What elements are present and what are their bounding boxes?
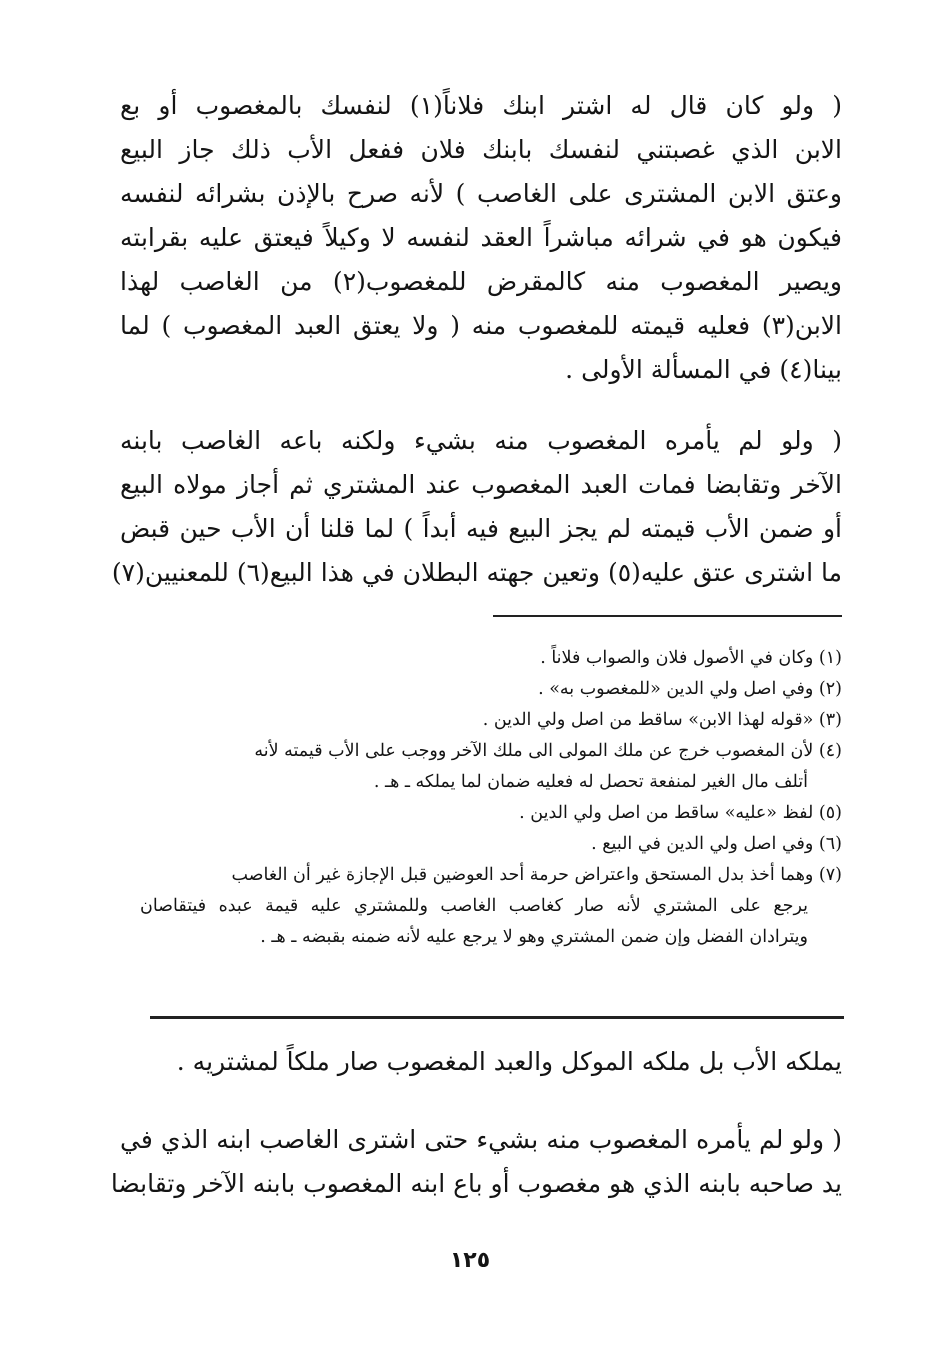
text-line: وعتق الابن المشترى على الغاصب ) لأنه صرح بالإذن بشرائه لنفسه	[120, 179, 842, 208]
section-divider	[150, 1016, 844, 1019]
paragraph-4	[110, 1118, 842, 1206]
text-line: ما اشترى عتق عليه(٥) وتعين جهته البطلان في هذا البيع(٦) للمعنيين(٧)	[111, 558, 842, 587]
footnote-4: (٤) لأن المغصوب خرج عن ملك المولى الى ملك الآخر ووجب على الأب قيمته لأنه	[254, 741, 842, 761]
text-line: الابن(٣) فعليه قيمته للمغصوب منه ( ولا يعتق العبد المغصوب ) لما	[120, 311, 842, 340]
footnote-4-continuation: أتلف مال الغير لمنفعة تحصل له فعليه ضمان لما يملكه ـ هـ .	[373, 772, 808, 792]
paragraph-2	[111, 419, 842, 595]
footnote-separator	[493, 615, 842, 617]
text-line: يملكه الأب بل ملكه الموكل والعبد المغصوب صار ملكاً لمشتريه .	[176, 1047, 842, 1076]
footnote-3: (٣) «قوله لهذا الابن» ساقط من اصل ولي الدين .	[482, 710, 842, 730]
footnote-7-continuation: ويترادان الفضل وإن ضمن المشتري وهو لا يرجع عليه لأنه ضمنه بقبضه ـ هـ .	[260, 927, 808, 947]
footnote-7: (٧) وهما أخذ بدل المستحق واعتراض حرمة أحد العوضين قبل الإجازة غير أن الغاصب	[231, 865, 842, 885]
text-line: أو ضمن الأب قيمته لم يجز البيع فيه أبداً ) لما قلنا أن الأب حين قبض	[120, 514, 842, 543]
page-number: ١٢٥	[449, 1248, 491, 1273]
text-line: ويصير المغصوب منه كالمقرض للمغصوب(٢) من الغاصب لهذا	[120, 267, 842, 296]
text-line: ( ولو لم يأمره المغصوب منه بشيء حتى اشترى الغاصب ابنه الذي في	[120, 1125, 842, 1154]
footnote-5: (٥) لفظ «عليه» ساقط من اصل ولي الدين .	[519, 803, 842, 823]
text-line: بينا(٤) في المسألة الأولى .	[565, 355, 842, 384]
text-line: ( ولو كان قال له اشتر ابنك فلاناً(١) لنفسك بالمغصوب أو بع	[120, 91, 842, 120]
paragraph-1	[120, 84, 842, 392]
footnotes	[140, 643, 842, 953]
footnote-6: (٦) وفي اصل ولي الدين في البيع .	[591, 834, 842, 854]
footnote-2: (٢) وفي اصل ولي الدين «للمغصوب به» .	[538, 679, 842, 699]
footnote-7-continuation: يرجع على المشتري لأنه صار كغاصب الغاصب وللمشتري عليه قيمة عبده فيتقاصان	[140, 896, 808, 916]
text-line: يد صاحبه بابنه الذي هو مغصوب أو باع ابنه المغصوب بابنه الآخر وتقابضا	[110, 1169, 842, 1198]
text-line: ( ولو لم يأمره المغصوب منه بشيء ولكنه باعه الغاصب بابنه	[120, 426, 842, 455]
text-line: فيكون هو في شرائه مباشراً العقد لنفسه لا وكيلاً فيعتق عليه بقرابته	[120, 223, 842, 252]
text-line: الآخر وتقابضا فمات العبد المغصوب عند المشتري ثم أجاز مولاه البيع	[120, 470, 842, 499]
text-line: الابن الذي غصبتني لنفسك بابنك فلان ففعل الأب ذلك جاز البيع	[120, 135, 842, 164]
paragraph-3	[120, 1040, 842, 1084]
footnote-1: (١) وكان في الأصول فلان والصواب فلاناً .	[540, 648, 842, 668]
